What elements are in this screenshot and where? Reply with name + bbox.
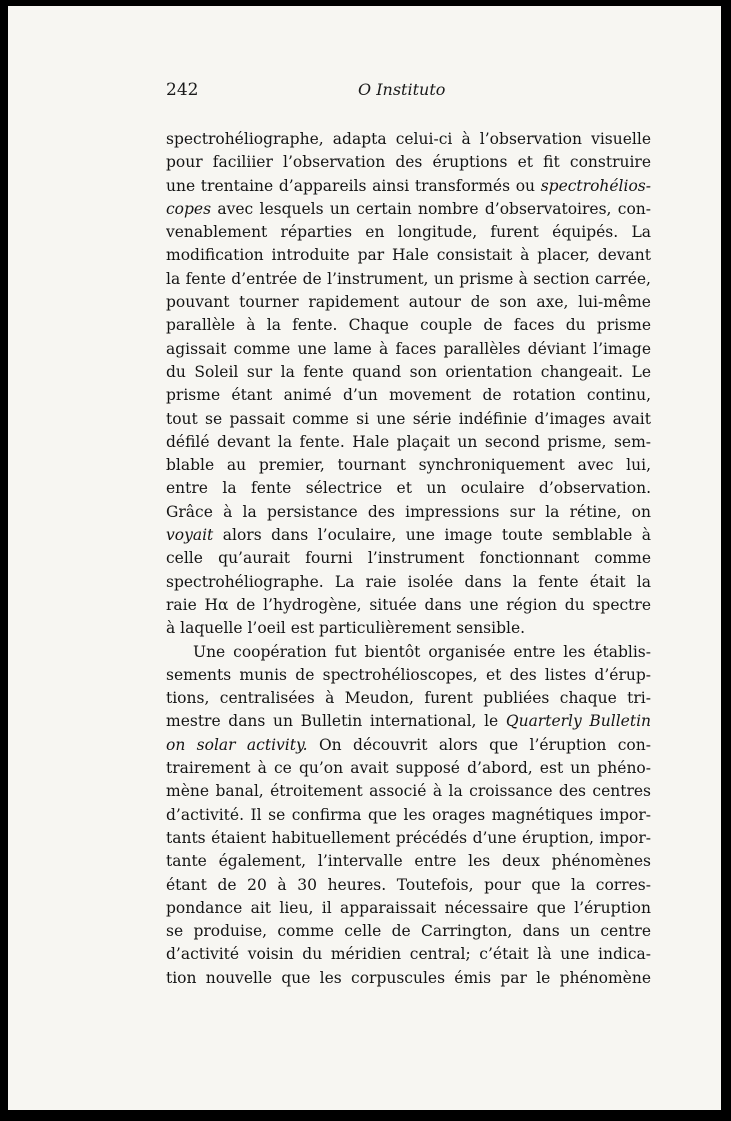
text-line xyxy=(166,920,651,943)
line-text: sements munis de spectrohélioscopes, et des listes d’érup- xyxy=(166,665,651,684)
line-text: la fente d’entrée de l’instrument, un prisme à section carrée, xyxy=(166,269,651,288)
line-text: raie Hα de l’hydrogène, située dans une région du spectre xyxy=(166,595,651,614)
text-line xyxy=(166,757,651,780)
line-text: Une coopération fut bientôt organisée entre les établis- xyxy=(193,642,651,661)
text-line xyxy=(166,221,651,244)
text-line xyxy=(166,291,651,314)
line-text: pour faciliier l’observation des éruptions et fit construire xyxy=(166,153,651,172)
line-text: pouvant tourner rapidement autour de son axe, lui-même xyxy=(166,293,651,312)
line-text: alors dans l’oculaire, une image toute semblable à xyxy=(213,526,651,545)
line-text: parallèle à la fente. Chaque couple de faces du prisme xyxy=(166,316,651,335)
line-text: pondance ait lieu, il apparaissait nécessaire que l’éruption xyxy=(166,898,651,917)
text-line xyxy=(166,874,651,897)
text-line xyxy=(166,641,651,664)
text-line xyxy=(166,897,651,920)
line-text: du Soleil sur la fente quand son orientation changeait. Le xyxy=(166,362,651,381)
body-text xyxy=(166,128,651,990)
text-line xyxy=(166,780,651,803)
line-text: On découvrit alors que l’éruption con- xyxy=(307,735,651,754)
text-line xyxy=(166,244,651,267)
line-text: modification introduite par Hale consistait à placer, devant xyxy=(166,246,651,265)
text-line xyxy=(166,314,651,337)
text-line xyxy=(166,571,651,594)
text-line xyxy=(166,710,651,733)
line-text: à laquelle l’oeil est particulièrement sensible. xyxy=(166,619,526,638)
text-line xyxy=(166,338,651,361)
italic-text: copes xyxy=(166,199,212,218)
line-text: tions, centralisées à Meudon, furent publiées chaque tri- xyxy=(166,689,651,708)
line-text: se produise, comme celle de Carrington, dans un centre xyxy=(166,922,651,941)
text-line xyxy=(166,431,651,454)
text-line xyxy=(166,454,651,477)
line-text: trairement à ce qu’on avait supposé d’abord, est un phéno- xyxy=(166,759,651,778)
text-line xyxy=(166,943,651,966)
line-text: d’activité. Il se confirma que les orages magnétiques impor- xyxy=(166,805,651,824)
text-line xyxy=(166,384,651,407)
line-text: avec lesquels un certain nombre d’observatoires, con- xyxy=(211,199,651,218)
line-text: défilé devant la fente. Hale plaçait un second prisme, sem- xyxy=(166,432,651,451)
text-line xyxy=(166,128,651,151)
italic-text: Quarterly Bulletin xyxy=(505,712,651,731)
line-text: tout se passait comme si une série indéfinie d’images avait xyxy=(166,409,651,428)
text-line xyxy=(166,687,651,710)
text-line xyxy=(166,151,651,174)
page-number: 242 xyxy=(166,80,199,100)
italic-text: voyait xyxy=(166,526,214,545)
text-line xyxy=(166,524,651,547)
line-text: une trentaine d’appareils ainsi transformés ou xyxy=(166,176,541,195)
line-text: tants étaient habituellement précédés d’une éruption, impor- xyxy=(166,828,651,847)
text-line xyxy=(166,268,651,291)
italic-text: spectrohélios- xyxy=(540,176,651,195)
line-text: tion nouvelle que les corpuscules émis par le phénomène xyxy=(166,968,651,987)
line-text: mestre dans un Bulletin international, le xyxy=(166,712,506,731)
text-line xyxy=(166,198,651,221)
text-line xyxy=(166,477,651,500)
running-title: O Instituto xyxy=(358,80,446,99)
line-text: blable au premier, tournant synchroniquement avec lui, xyxy=(166,456,651,475)
text-line xyxy=(166,547,651,570)
line-text: prisme étant animé d’un movement de rotation continu, xyxy=(166,386,651,405)
text-line xyxy=(166,850,651,873)
page-header xyxy=(166,80,566,104)
italic-text: on solar activity. xyxy=(166,735,308,754)
text-line xyxy=(166,804,651,827)
text-line xyxy=(166,408,651,431)
text-line xyxy=(166,734,651,757)
text-line xyxy=(166,594,651,617)
line-text: tante également, l’intervalle entre les deux phénomènes xyxy=(166,852,651,871)
line-text: agissait comme une lame à faces parallèles déviant l’image xyxy=(166,339,651,358)
line-text: venablement réparties en longitude, furent équipés. La xyxy=(166,223,651,242)
text-line xyxy=(166,967,651,990)
line-text: spectrohéliographe, adapta celui-ci à l’observation visuelle xyxy=(166,130,651,148)
book-page xyxy=(8,6,721,1110)
text-line xyxy=(166,175,651,198)
text-line xyxy=(166,664,651,687)
text-line xyxy=(166,827,651,850)
line-text: mène banal, étroitement associé à la croissance des centres xyxy=(166,782,651,801)
line-text: spectrohéliographe. La raie isolée dans la fente était la xyxy=(166,572,651,591)
line-text: étant de 20 à 30 heures. Toutefois, pour que la corres- xyxy=(166,875,651,894)
text-line xyxy=(166,501,651,524)
line-text: entre la fente sélectrice et un oculaire d’observation. xyxy=(166,479,651,498)
line-text: Grâce à la persistance des impressions sur la rétine, on xyxy=(166,502,651,521)
text-line xyxy=(166,361,651,384)
line-text: celle qu’aurait fourni l’instrument fonctionnant comme xyxy=(166,549,651,568)
line-text: d’activité voisin du méridien central; c’était là une indica- xyxy=(166,945,651,964)
text-line xyxy=(166,617,651,640)
